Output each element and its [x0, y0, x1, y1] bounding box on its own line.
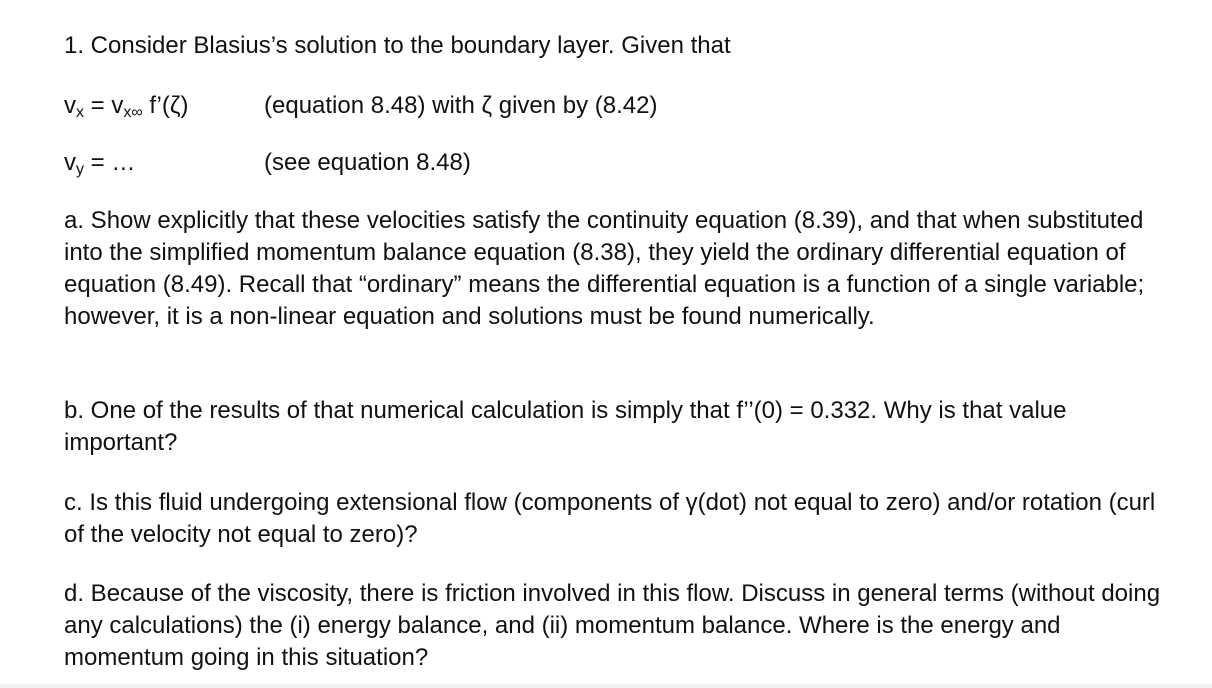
part-a-text: a. Show explicitly that these velocities satisfy the continuity equation (8.39), and that when substituted into the simplified momentum balance equation (8.38), they yield the ordinary differential equation of equation (8.49). Recall that “ordinary” means the differential equation is a function of a single variable; however, it is a non-linear equation and solutions must be found numerically.	[64, 207, 1145, 330]
vx-equals: = v	[84, 92, 124, 119]
part-d-text: d. Because of the viscosity, there is friction involved in this flow. Discuss in general terms (without doing any calculations) the (i) energy balance, and (ii) momentum balance. Where is the energy and momentum going in this situation?	[64, 580, 1161, 671]
vy-symbol: v	[64, 149, 76, 176]
vx-infinity-subscript: x∞	[123, 104, 143, 121]
vy-subscript: y	[76, 161, 84, 178]
equation-vy-note: (see equation 8.48)	[264, 149, 471, 176]
vx-subscript: x	[76, 104, 84, 121]
vy-value: = …	[84, 149, 136, 176]
equation-vy	[64, 147, 471, 179]
equation-vx-note: (equation 8.48) with ζ given by (8.42)	[264, 92, 658, 119]
equation-vx-lhs	[64, 90, 264, 122]
page-bottom-edge	[0, 684, 1212, 688]
vx-function: f’(ζ)	[142, 92, 189, 119]
vx-symbol: v	[64, 92, 76, 119]
equation-vx	[64, 90, 657, 122]
part-c-text: c. Is this fluid undergoing extensional flow (components of γ(dot) not equal to zero) and/or rotation (curl of the velocity not equal to zero)?	[64, 489, 1156, 548]
part-b-text: b. One of the results of that numerical calculation is simply that f’’(0) = 0.332. Why is that value important?	[64, 397, 1067, 456]
equation-vy-lhs	[64, 147, 264, 179]
problem-heading: 1. Consider Blasius’s solution to the boundary layer. Given that	[64, 32, 731, 59]
